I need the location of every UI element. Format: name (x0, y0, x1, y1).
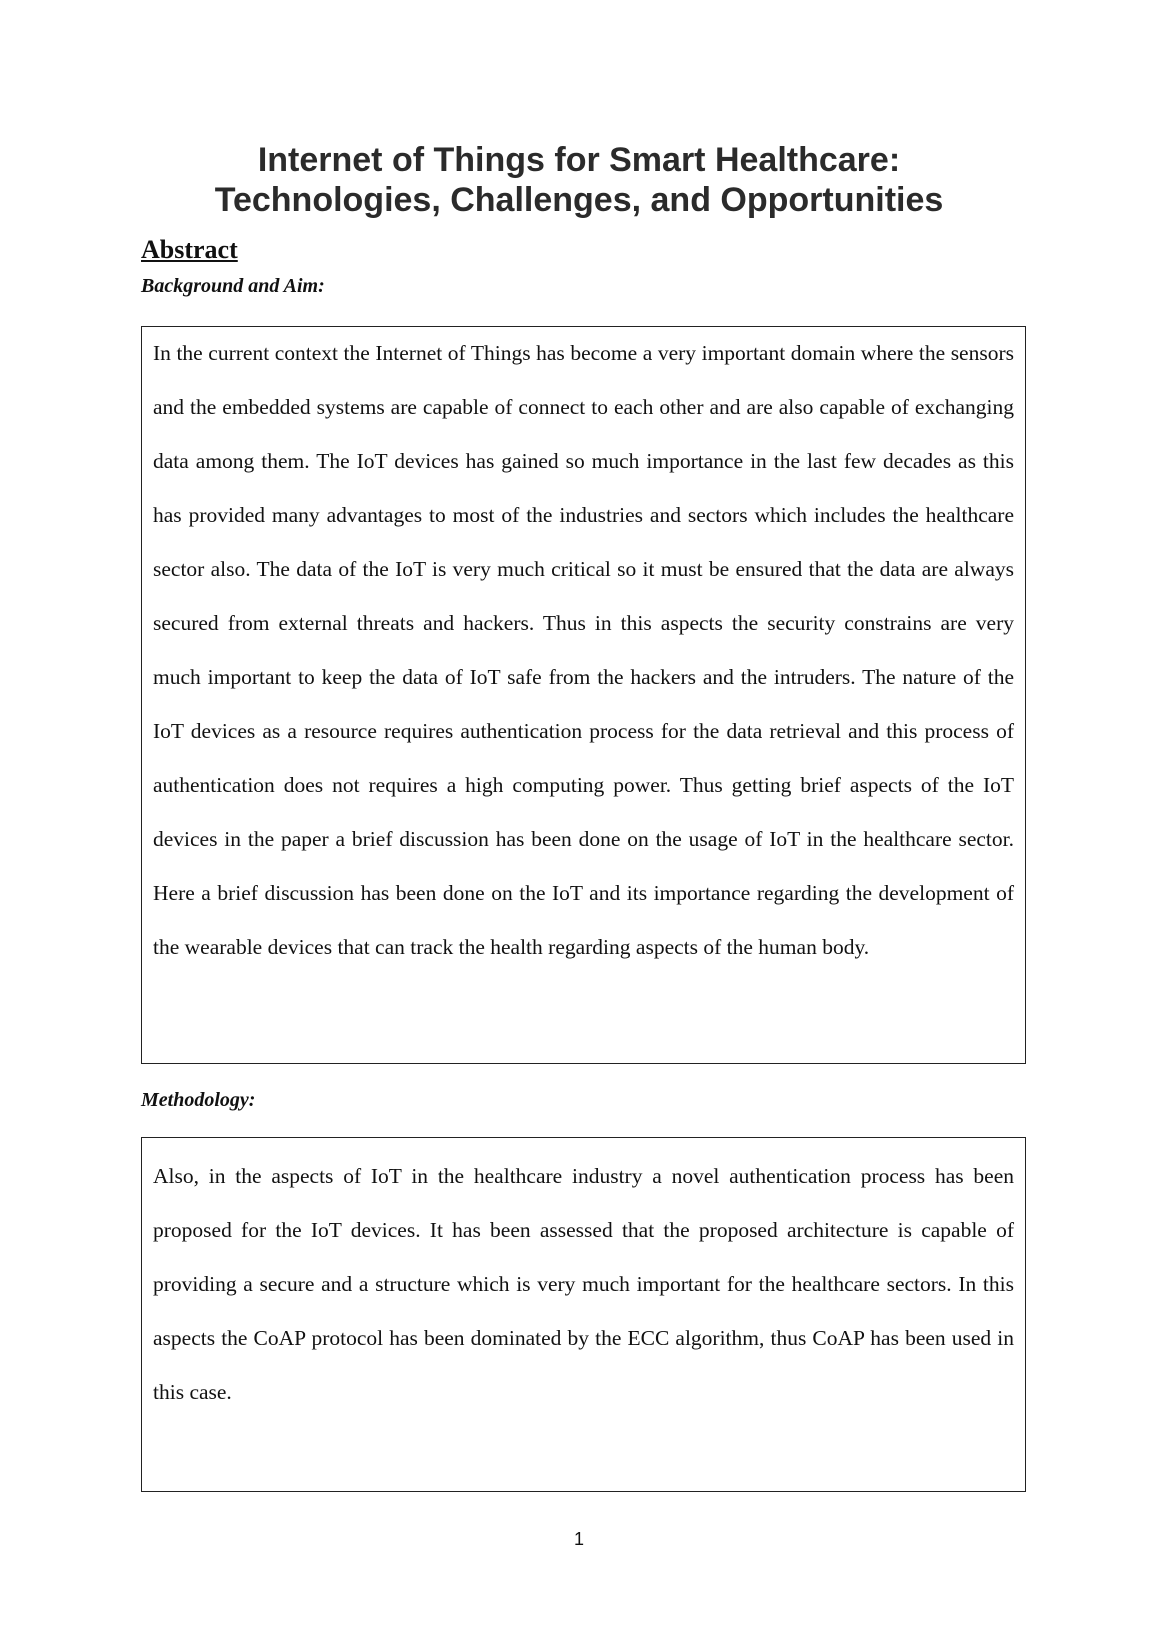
methodology-text: Also, in the aspects of IoT in the healthcare industry a novel authentication process has been proposed for the IoT devices. It has been assessed that the proposed architecture is capable of providing a secure and a structure which is very much important for the healthcare sectors. In this aspects the CoAP protocol has been dominated by the ECC algorithm, thus CoAP has been used in this case. (153, 1164, 1014, 1404)
document-title (0, 140, 1158, 220)
background-aim-text: In the current context the Internet of Things has become a very important domain where the sensors and the embedded systems are capable of connect to each other and are also capable of exchanging data among them. The IoT devices has gained so much importance in the last few decades as this has provided many advantages to most of the industries and sectors which includes the healthcare sector also. The data of the IoT is very much critical so it must be ensured that the data are always secured from external threats and hackers. Thus in this aspects the security constrains are very much important to keep the data of IoT safe from the hackers and the intruders. The nature of the IoT devices as a resource requires authentication process for the data retrieval and this process of authentication does not requires a high computing power. Thus getting brief aspects of the IoT devices in the paper a brief discussion has been done on the usage of IoT in the healthcare sector. Here a brief discussion has been done on the IoT and its importance regarding the development of the wearable devices that can track the health regarding aspects of the human body. (153, 341, 1014, 959)
background-aim-box (141, 326, 1026, 1064)
title-line-1: Internet of Things for Smart Healthcare: (257, 141, 901, 179)
abstract-heading: Abstract (141, 235, 238, 264)
background-aim-label: Background and Aim: (141, 275, 325, 297)
methodology-label: Methodology: (141, 1089, 256, 1111)
page-number: 1 (573, 1529, 584, 1549)
methodology-box (141, 1137, 1026, 1492)
title-line-2: Technologies, Challenges, and Opportunities (214, 181, 944, 219)
